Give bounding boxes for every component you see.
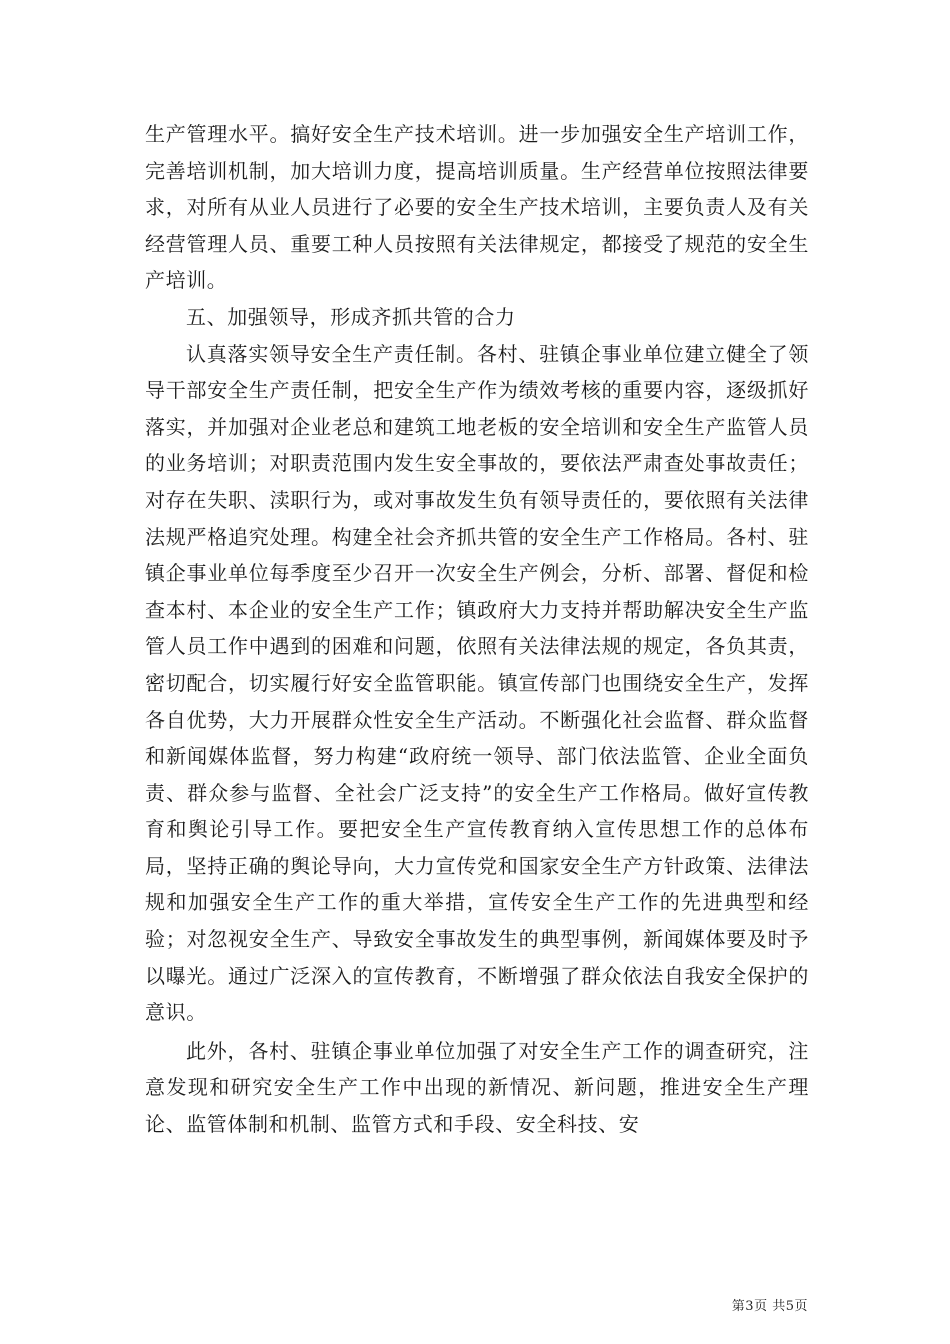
- page-number-current: 3: [745, 1299, 755, 1314]
- paragraph-leadership-responsibility: 认真落实领导安全生产责任制。各村、驻镇企事业单位建立健全了领导干部安全生产责任制，把安全生产作为绩效考核的重要内容，逐级抓好落实，并加强对企业老总和建筑工地老板的安全培训和安全生产监管人员的业务培训；对职责范围内发生安全事故的，要依法严肃查处事故责任；对存在失职、渎职行为，或对事故发生负有领导责任的，要依照有关法律法规严格追究处理。构建全社会齐抓共管的安全生产工作格局。各村、驻镇企事业单位每季度至少召开一次安全生产例会，分析、部署、督促和检查本村、本企业的安全生产工作；镇政府大力支持并帮助解决安全生产监管人员工作中遇到的困难和问题，依照有关法律法规的规定，各负其责，密切配合，切实履行好安全监管职能。镇宣传部门也围绕安全生产，发挥各自优势，大力开展群众性安全生产活动。不断强化社会监督、群众监督和新闻媒体监督，努力构建“政府统一领导、部门依法监管、企业全面负责、群众参与监督、全社会广泛支持”的安全生产工作格局。做好宣传教育和舆论引导工作。要把安全生产宣传教育纳入宣传思想工作的总体布局，坚持正确的舆论导向，大力宣传党和国家安全生产方针政策、法律法规和加强安全生产工作的重大举措，宣传安全生产工作的先进典型和经验；对忽视安全生产、导致安全事故发生的典型事例，新闻媒体要及时予以曝光。通过广泛深入的宣传教育，不断增强了群众依法自我安全保护的意识。: [145, 341, 809, 1025]
- section-heading-leadership: 五、加强领导，形成齐抓共管的合力: [186, 304, 516, 329]
- page-number-suffix: 页: [794, 1299, 808, 1314]
- page-number-prefix: 第: [731, 1299, 746, 1314]
- page-number-total: 5: [785, 1299, 795, 1314]
- page-number-middle: 页 共: [754, 1299, 786, 1314]
- page-number: [732, 1298, 808, 1316]
- paragraph-training: 生产管理水平。搞好安全生产技术培训。进一步加强安全生产培训工作，完善培训机制，加大培训力度，提高培训质量。生产经营单位按照法律要求，对所有从业人员进行了必要的安全生产技术培训，主要负责人及有关经营管理人员、重要工种人员按照有关法律规定，都接受了规范的安全生产培训。: [145, 122, 809, 293]
- paragraph-research: 此外，各村、驻镇企事业单位加强了对安全生产工作的调查研究，注意发现和研究安全生产工作中出现的新情况、新问题，推进安全生产理论、监管体制和机制、监管方式和手段、安全科技、安: [145, 1038, 809, 1137]
- document-body: [145, 116, 809, 1143]
